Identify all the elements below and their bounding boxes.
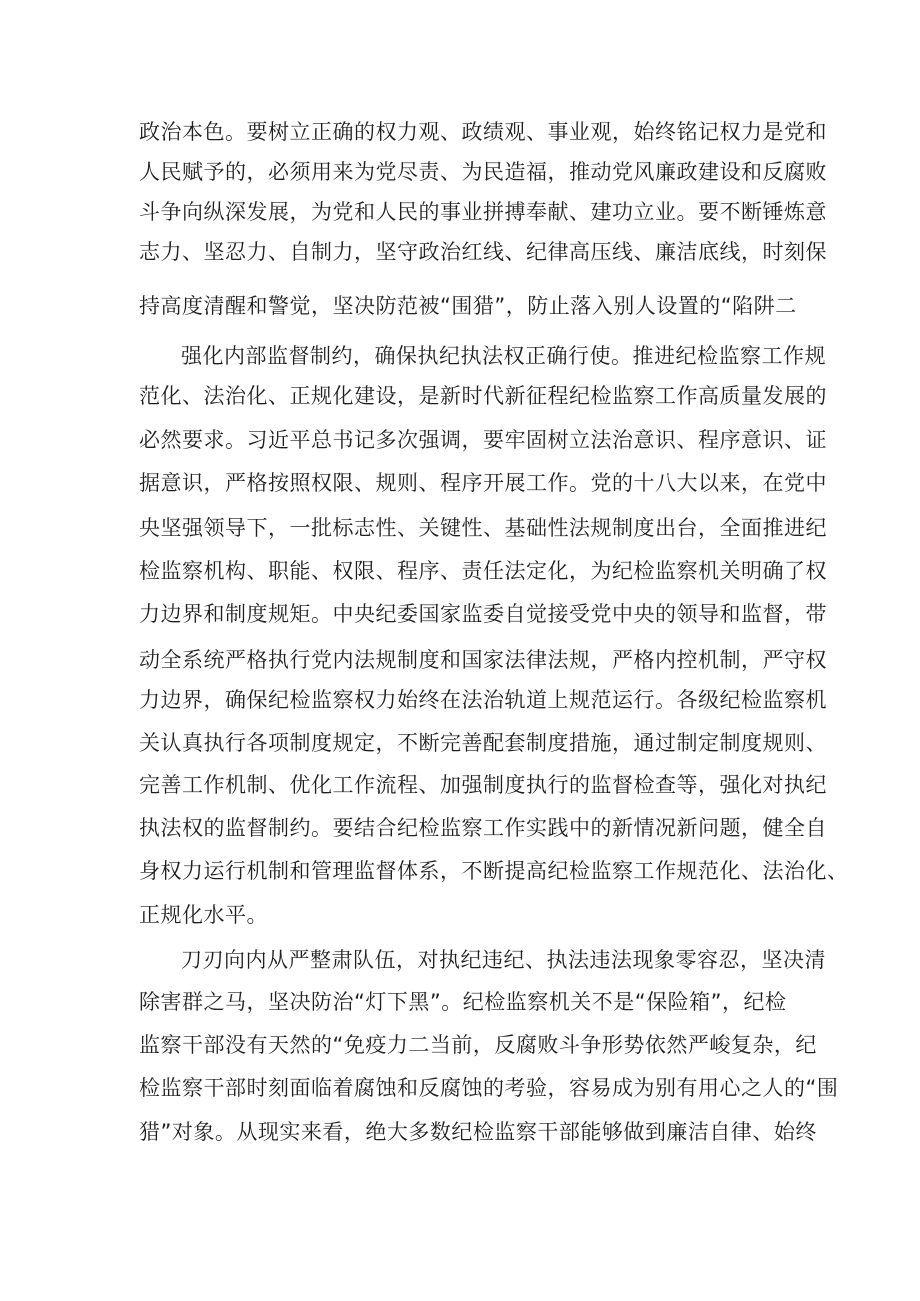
text-line: 检监察机构、职能、权限、程序、责任法定化，为纪检监察机关明确了权: [139, 559, 827, 583]
text-line: 斗争向纵深发展，为党和人民的事业拼搏奉献、建功立业。要不断锤炼意: [139, 200, 827, 224]
text-line: 据意识，严格按照权限、规则、程序开展工作。党的十八大以来，在党中: [139, 471, 827, 495]
text-line: 范化、法治化、正规化建设，是新时代新征程纪检监察工作高质量发展的: [139, 384, 827, 408]
text-line: 志力、坚忍力、自制力，坚守政治红线、纪律高压线、廉洁底线，时刻保: [139, 240, 827, 264]
text-line: 政治本色。要树立正确的权力观、政绩观、事业观，始终铭记权力是党和: [139, 120, 827, 144]
text-line: 猎”对象。从现实来看，绝大多数纪检监察干部能够做到廉洁自律、始终: [139, 1120, 817, 1144]
text-line: 执法权的监督制约。要结合纪检监察工作实践中的新情况新问题，健全自: [139, 816, 827, 840]
text-line: 除害群之马，坚决防治“灯下黑”。纪检监察机关不是“保险箱”，纪检: [139, 990, 787, 1014]
text-line: 动全系统严格执行党内法规制度和国家法律法规，严格内控机制，严守权: [139, 648, 827, 672]
text-line: 检监察干部时刻面临着腐蚀和反腐蚀的考验，容易成为别有用心之人的“围: [139, 1076, 839, 1100]
text-line: 人民赋予的，必须用来为党尽责、为民造福，推动党风廉政建设和反腐败: [139, 160, 827, 184]
paragraph-start-line: 刀刃向内从严整肃队伍，对执纪违纪、执法违法现象零容忍，坚决清: [181, 948, 826, 972]
text-line: 关认真执行各项制度规定，不断完善配套制度措施，通过制定制度规则、: [139, 731, 827, 755]
text-line: 身权力运行机制和管理监督体系，不断提高纪检监察工作规范化、法治化、: [139, 859, 849, 883]
paragraph-start-line: 强化内部监督制约，确保执纪执法权正确行使。推进纪检监察工作规: [181, 344, 826, 368]
text-line: 力边界，确保纪检监察权力始终在法治轨道上规范运行。各级纪检监察机: [139, 688, 827, 712]
text-line: 必然要求。习近平总书记多次强调，要牢固树立法治意识、程序意识、证: [139, 428, 827, 452]
text-line: 力边界和制度规矩。中央纪委国家监委自觉接受党中央的领导和监督，带: [139, 602, 827, 626]
text-line: 持高度清醒和警觉，坚决防范被“围猎”，防止落入别人设置的“陷阱二: [139, 294, 797, 318]
text-line: 正规化水平。: [139, 903, 268, 927]
text-line: 完善工作机制、优化工作流程、加强制度执行的监督检查等，强化对执纪: [139, 773, 827, 797]
text-line: 监察干部没有天然的“免疫力二当前，反腐败斗争形势依然严峻复杂，纪: [139, 1033, 817, 1057]
text-line: 央坚强领导下，一批标志性、关键性、基础性法规制度出台，全面推进纪: [139, 516, 827, 540]
